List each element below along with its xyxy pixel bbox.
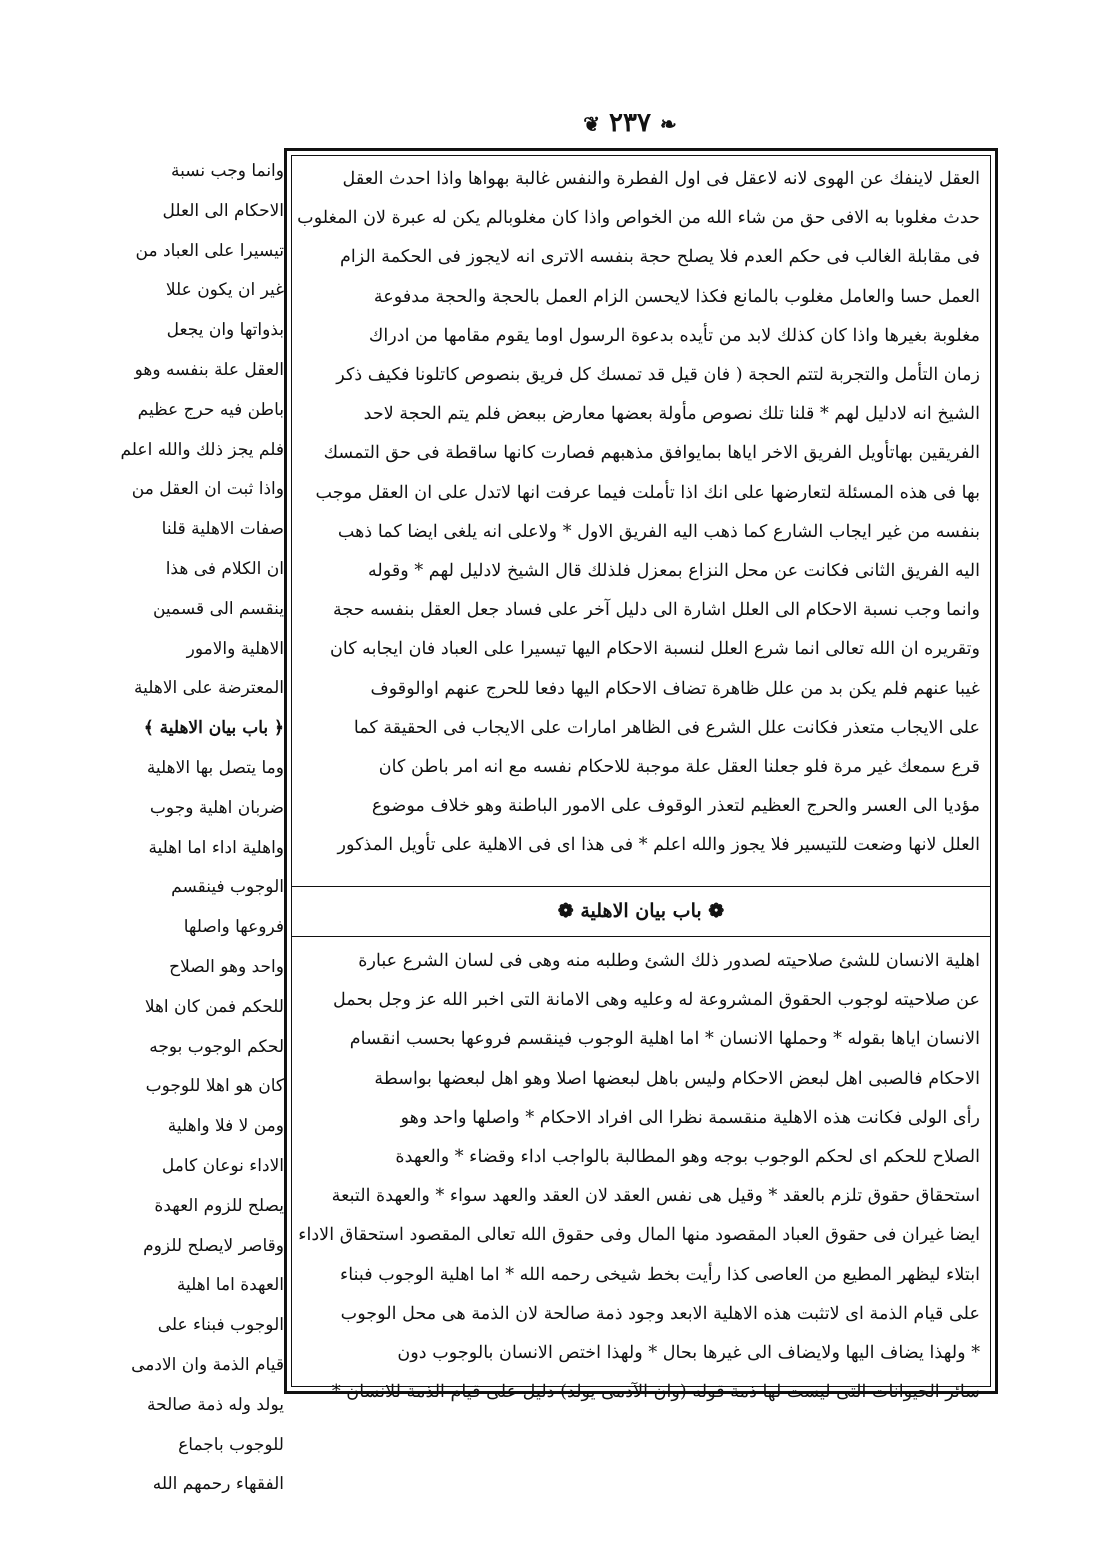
main-text-frame bbox=[284, 148, 998, 1403]
main-line: حدث مغلوبا به الافى حق من شاء الله من الخواص واذا كان مغلوبالم يكن له عبرة لان المغلوب bbox=[297, 208, 980, 229]
main-line: عن صلاحيته لوجوب الحقوق المشروعة له وعليه وهى الامانة التى اخبر الله عز وجل بحمل bbox=[332, 990, 980, 1011]
margin-line: الوجوب فبناء على bbox=[157, 1315, 284, 1336]
main-line: على الايجاب متعذر فكانت علل الشرع فى الظاهر امارات على الايجاب فى الحقيقة كما bbox=[353, 717, 980, 738]
margin-line: صفات الاهلية قلنا bbox=[161, 519, 284, 540]
margin-line: فروعها واصلها bbox=[183, 917, 284, 938]
margin-line: لحكم الوجوب بوجه bbox=[149, 1036, 284, 1057]
section-divider-bottom bbox=[292, 936, 990, 937]
main-text-inner-frame bbox=[291, 155, 991, 1403]
main-line: العقل لاينفك عن الهوى لانه لاعقل فى اول الفطرة والنفس غالبة بهواها واذا احدث العقل bbox=[342, 169, 980, 189]
margin-line: ومن لا فلا واهلية bbox=[167, 1116, 284, 1137]
margin-column bbox=[110, 152, 284, 1505]
margin-line: تيسيرا على العباد من bbox=[135, 240, 284, 261]
main-text-top bbox=[297, 160, 980, 866]
main-line: على قيام الذمة اى لاتثبت هذه الاهلية الابعد وجود ذمة صالحة لان الذمة هى محل الوجوب bbox=[340, 1303, 980, 1324]
ornament-right-icon: ❧ bbox=[660, 112, 677, 136]
main-line: زمان التأمل والتجربة لتتم الحجة ( فان قيل قد تمسك كل فريق بنصوص كاتلونا فكيف ذكر bbox=[336, 365, 980, 386]
margin-line: الاداء نوعان كامل bbox=[161, 1155, 284, 1176]
main-line: اليه الفريق الثانى فكانت عن محل النزاع بمعزل فلذلك قال الشيخ لادليل لهم * وقوله bbox=[368, 561, 980, 582]
heading-ornament-right-icon: ❁ bbox=[708, 900, 725, 922]
margin-line: بذواتها وان يجعل bbox=[166, 320, 284, 341]
page-number bbox=[560, 108, 700, 138]
margin-line: غير ان يكون عللا bbox=[165, 280, 284, 301]
margin-line: الاهلية والامور bbox=[186, 638, 284, 659]
main-line: * ولهذا يضاف اليها ولايضاف الى غيرها بحال * ولهذا اختص الانسان بالوجوب دون bbox=[397, 1343, 980, 1364]
margin-line: ضربان اهلية وجوب bbox=[149, 797, 284, 818]
margin-line: وقاصر لايصلح للزوم bbox=[143, 1235, 284, 1256]
main-line: مؤديا الى العسر والحرج العظيم لتعذر الوقوف على الامور الباطنة وهو خلاف موضوع bbox=[371, 796, 980, 817]
section-heading-text: باب بيان الاهلية bbox=[580, 900, 702, 922]
ornament-left-icon: ❦ bbox=[583, 112, 600, 136]
margin-line: واحد وهو الصلاح bbox=[169, 956, 284, 977]
margin-line: يصلح للزوم العهدة bbox=[154, 1195, 284, 1216]
margin-line: الوجوب فينقسم bbox=[171, 877, 284, 898]
margin-line: للوجوب باجماع bbox=[178, 1434, 284, 1455]
section-heading bbox=[292, 886, 990, 936]
main-line: ايضا غيران فى حقوق العباد المقصود منها المال وفى حقوق الله تعالى المقصود استحقاق الاداء bbox=[298, 1225, 980, 1246]
main-line: فى مقابلة الغالب فى حكم العدم فلا يصلح حجة بنفسه الاترى انه لايجوز فى الحكمة الزام bbox=[339, 247, 980, 268]
margin-line: المعترضة على الاهلية bbox=[134, 678, 284, 699]
main-line: وتقريره ان الله تعالى انما شرع العلل لنسبة الاحكام اليها تيسيرا على العباد فان ايجابه كان bbox=[329, 639, 980, 660]
main-line: مغلوبة بغيرها واذا كان كذلك لابد من تأيده بدعوة الرسول اوما يقوم مقامها من ادراك bbox=[368, 325, 980, 346]
main-line: استحقاق حقوق تلزم بالعقد * وقيل هى نفس العقد لان العقد والعهد سواء * والعهدة التبعة bbox=[331, 1186, 980, 1207]
margin-line: وما يتصل بها الاهلية bbox=[146, 757, 284, 778]
main-line: اهلية الانسان للشئ صلاحيته لصدور ذلك الشئ وطلبه منه وهى فى لسان الشرع عبارة bbox=[358, 951, 980, 971]
margin-line: الفقهاء رحمهم الله bbox=[152, 1474, 284, 1495]
margin-line: العهدة اما اهلية bbox=[176, 1275, 284, 1296]
margin-line: يولد وله ذمة صالحة bbox=[146, 1394, 284, 1415]
margin-line: ينقسم الى قسمين bbox=[152, 598, 284, 619]
main-line: الشيخ انه لادليل لهم * قلنا تلك نصوص مأولة بعضها معارض ببعض فلم يتم الحجة لاحد bbox=[363, 404, 980, 425]
main-line: ابتلاء ليظهر المطيع من العاصى كذا رأيت بخط شيخى رحمه الله * اما اهلية الوجوب فبناء bbox=[339, 1264, 980, 1285]
main-line: الصلاح للحكم اى لحكم الوجوب بوجه وهو المطالبة بالواجب اداء وقضاء * والعهدة bbox=[395, 1147, 980, 1168]
margin-line: للحكم فمن كان اهلا bbox=[144, 996, 284, 1017]
margin-line: الاحكام الى العلل bbox=[162, 200, 284, 221]
main-line: الانسان اياها بقوله * وحملها الانسان * اما اهلية الوجوب فينقسم فروعها بحسب انقسام bbox=[349, 1029, 980, 1050]
margin-line: العقل علة بنفسه وهو bbox=[134, 359, 284, 380]
margin-line: قيام الذمة وان الادمى bbox=[131, 1354, 284, 1375]
main-line: وانما وجب نسبة الاحكام الى العلل اشارة الى دليل آخر على فساد جعل العقل بنفسه حجة bbox=[333, 600, 980, 621]
main-line: العلل لانها وضعت للتيسير فلا يجوز والله اعلم * فى هذا اى فى الاهلية على تأويل المذكور bbox=[337, 835, 980, 856]
main-line: سائر الحيوانات التى ليست لها ذمة قوله (وان الآدمى يولد) دليل على قيام الذمة للانسان * bbox=[331, 1382, 980, 1403]
main-line: غيبا عنهم فلم يكن بد من علل ظاهرة تضاف الاحكام اليها دفعا للحرج عنهم اوالوقوف bbox=[370, 678, 980, 699]
main-line: العمل حسا والعامل مغلوب بالمانع فكذا لايحسن الزام العمل بالحجة والحجة مدفوعة bbox=[373, 286, 980, 307]
main-line: بنفسه من غير ايجاب الشارع كما ذهب اليه الفريق الاول * ولاعلى انه يلغى ايضا كما ذهب bbox=[337, 521, 980, 542]
margin-line: واذا ثبت ان العقل من bbox=[131, 479, 284, 500]
main-line: قرع سمعك غير مرة فلو جعلنا العقل علة موجبة للاحكام نفسه مع انه امر باطن كان bbox=[378, 757, 980, 778]
main-line: رأى الولى فكانت هذه الاهلية منقسمة نظرا الى افراد الاحكام * واصلها واحد وهو bbox=[400, 1107, 980, 1128]
page-number-text: ٢٣٧ bbox=[609, 108, 651, 138]
main-line: الفريقين بهاتأويل الفريق الاخر اياها بمايوافق مذهبهم فصارت كانها ساقطة فى حق التمسك bbox=[323, 443, 980, 464]
margin-heading: ﴿ باب بيان الاهلية ﴾ bbox=[143, 718, 284, 739]
main-line: الاحكام فالصبى اهل لبعض الاحكام وليس باهل لبعضها اصلا وهو اهل لبعضها بواسطة bbox=[374, 1068, 980, 1089]
main-line: بها فى هذه المسئلة لتعارضها على انك اذا تأملت فيما عرفت انها لاتدل على ان العقل موجب bbox=[315, 482, 980, 503]
heading-ornament-left-icon: ❁ bbox=[557, 900, 581, 922]
margin-line: باطن فيه حرج عظيم bbox=[137, 399, 284, 420]
main-text-bottom bbox=[298, 942, 980, 1412]
margin-line: ان الكلام فى هذا bbox=[165, 558, 284, 579]
margin-line: كان هو اهلا للوجوب bbox=[145, 1076, 284, 1097]
margin-line: وانما وجب نسبة bbox=[170, 161, 284, 181]
margin-line: واهلية اداء اما اهلية bbox=[148, 837, 284, 858]
margin-line: فلم يجز ذلك والله اعلم bbox=[120, 439, 284, 460]
